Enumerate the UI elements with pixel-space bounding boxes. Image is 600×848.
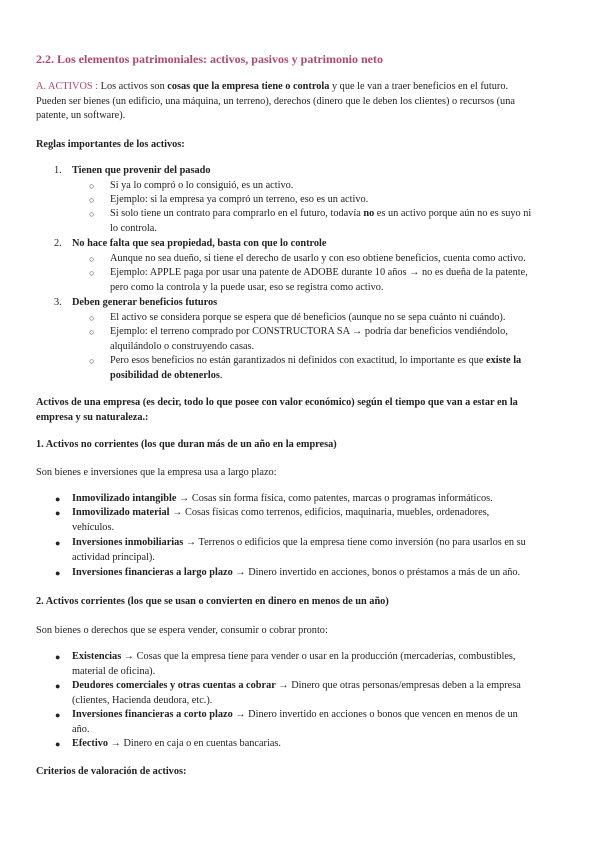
activos-label: A. ACTIVOS : [36, 81, 99, 92]
list-item [55, 492, 566, 507]
circle-bullet-icon: ○ [89, 268, 95, 278]
intro-line-2: Pueden ser bienes (un edificio, una máquina, un terreno), derechos (dinero que le deben los clientes) o recursos (una [36, 95, 515, 107]
list-item [89, 354, 566, 383]
intro-text: Los activos son [98, 81, 168, 92]
list-item-bold: posibilidad de obtenerlos [110, 369, 220, 381]
list-item-text: (clientes, Hacienda deudora, etc.). [72, 694, 213, 706]
list-item [55, 566, 566, 581]
rule-title: No hace falta que sea propiedad, basta con que lo controle [72, 238, 327, 249]
list-item-bold: Inversiones financieras a corto plazo [72, 709, 233, 720]
list-item [89, 193, 566, 208]
list-item-text: → Dinero invertido en acciones o bonos que vencen en menos de un [232, 709, 518, 720]
list-item-text: → Dinero invertido en acciones, bonos o préstamos a más de un año. [232, 567, 521, 578]
list-item-bold: Inversiones inmobiliarias [72, 537, 184, 548]
list-item-text: → Cosas físicas como terrenos, edificios, maquinaria, muebles, ordenadores, [169, 507, 490, 518]
list-item-text: → Dinero que otras personas/empresas deben a la empresa [275, 680, 521, 691]
list-item-text: alquilándolo o construyendo casas. [110, 340, 255, 352]
rule-title: Deben generar beneficios futuros [72, 297, 218, 308]
list-item [89, 207, 566, 236]
list-item-text: año. [72, 723, 90, 735]
list-item [55, 506, 566, 535]
list-item-bold: Inmovilizado intangible [72, 493, 177, 504]
section-title: 2.2. Los elementos patrimoniales: activos, pasivos y patrimonio neto [36, 52, 383, 66]
intro-paragraph [36, 80, 564, 124]
bullet-icon: ● [55, 568, 61, 578]
circle-bullet-icon: ○ [89, 254, 95, 264]
noncurrent-desc: Son bienes e inversiones que la empresa usa a largo plazo: [36, 467, 277, 478]
bullet-icon: ● [55, 681, 61, 691]
rule-number: 1. [54, 165, 62, 176]
circle-bullet-icon: ○ [89, 356, 95, 366]
current-desc: Son bienes o derechos que se espera vender, consumir o cobrar pronto: [36, 625, 328, 636]
list-item-text: Ejemplo: si la empresa ya compró un terreno, eso es un activo. [110, 194, 369, 205]
list-item-bold: Existencias [72, 651, 122, 662]
list-item [55, 650, 566, 679]
list-item [55, 737, 566, 752]
list-item [55, 679, 566, 708]
list-item [55, 708, 566, 737]
list-item-text: El activo se considera porque se espera que dé beneficios (aunque no se sepa cuánto ni cuándo). [110, 312, 506, 323]
bullet-icon: ● [55, 652, 61, 662]
list-item-bold: no [363, 208, 375, 219]
noncurrent-heading: 1. Activos no corrientes (los que duran más de un año en la empresa) [36, 439, 337, 450]
list-item [89, 325, 566, 354]
list-item-text: Ejemplo: APPLE paga por usar una patente de ADOBE durante 10 años → no es dueña de la patente, [110, 267, 528, 278]
intro-bold: cosas que la empresa tiene o controla [167, 81, 330, 92]
intro-line-3: patente, un software). [36, 110, 126, 122]
bullet-icon: ● [55, 508, 61, 518]
current-heading: 2. Activos corrientes (los que se usan o convierten en dinero en menos de un año) [36, 596, 389, 607]
list-item-text: Si solo tiene un contrato para comprarlo en el futuro, todavía [110, 208, 364, 219]
bullet-icon: ● [55, 538, 61, 548]
rules-heading: Reglas importantes de los activos: [36, 139, 185, 150]
bullet-icon: ● [55, 710, 61, 720]
circle-bullet-icon: ○ [89, 195, 95, 205]
list-item-text: Pero esos beneficios no están garantizados ni definidos con exactitud, lo importante es que [110, 355, 487, 366]
list-item-text: . [219, 369, 223, 381]
list-item [89, 179, 566, 194]
list-item-text: → Terrenos o edificios que la empresa tiene como inversión (no para usarlos en su [183, 537, 526, 548]
rule-title: Tienen que provenir del pasado [72, 165, 211, 176]
list-item-bold: Inmovilizado material [72, 507, 170, 518]
list-item-text: pero como la controla y la puede usar, eso se registra como activo. [110, 281, 384, 293]
circle-bullet-icon: ○ [89, 209, 95, 219]
rule-number: 2. [54, 238, 62, 249]
list-item [89, 311, 566, 326]
list-item [89, 252, 566, 267]
circle-bullet-icon: ○ [89, 327, 95, 337]
list-item-text: → Cosas sin forma física, como patentes, marcas o programas informáticos. [176, 493, 493, 504]
list-item [89, 266, 566, 295]
circle-bullet-icon: ○ [89, 313, 95, 323]
list-item-text: es un activo porque aún no es suyo ni [374, 208, 532, 219]
list-item-text: Aunque no sea dueño, si tiene el derecho de usarlo y con eso obtiene beneficios, cuenta como activo. [110, 253, 526, 264]
list-item-bold: Inversiones financieras a largo plazo [72, 567, 233, 578]
list-item-text: material de oficina). [72, 665, 156, 677]
list-item-text: Ejemplo: el terreno comprado por CONSTRUCTORA SA → podría dar beneficios vendiéndolo, [110, 326, 508, 337]
heading-line-2: empresa y su naturaleza.: [36, 411, 149, 423]
list-item-text: vehículos. [72, 521, 115, 533]
classification-heading [36, 396, 564, 425]
list-item-text: → Cosas que la empresa tiene para vender o usar en la producción (mercaderías, combustibles, [121, 651, 516, 662]
list-item-text: lo controla. [110, 222, 157, 234]
list-item [55, 536, 566, 565]
rule-number: 3. [54, 297, 62, 308]
criteria-heading: Criterios de valoración de activos: [36, 766, 187, 777]
intro-text-end: y que le van a traer beneficios en el futuro. [329, 81, 509, 92]
list-item-text: Si ya lo compró o lo consiguió, es un activo. [110, 180, 294, 191]
list-item-text: actividad principal). [72, 551, 155, 563]
list-item-bold: Deudores comerciales y otras cuentas a cobrar [72, 680, 276, 691]
list-item-bold: Efectivo [72, 738, 109, 749]
list-item-text: → Dinero en caja o en cuentas bancarias. [108, 738, 281, 749]
circle-bullet-icon: ○ [89, 181, 95, 191]
heading-line-1: Activos de una empresa (es decir, todo lo que posee con valor económico) según el tiempo que van a estar en la [36, 397, 518, 408]
bullet-icon: ● [55, 494, 61, 504]
bullet-icon: ● [55, 739, 61, 749]
list-item-bold: existe la [486, 355, 522, 366]
